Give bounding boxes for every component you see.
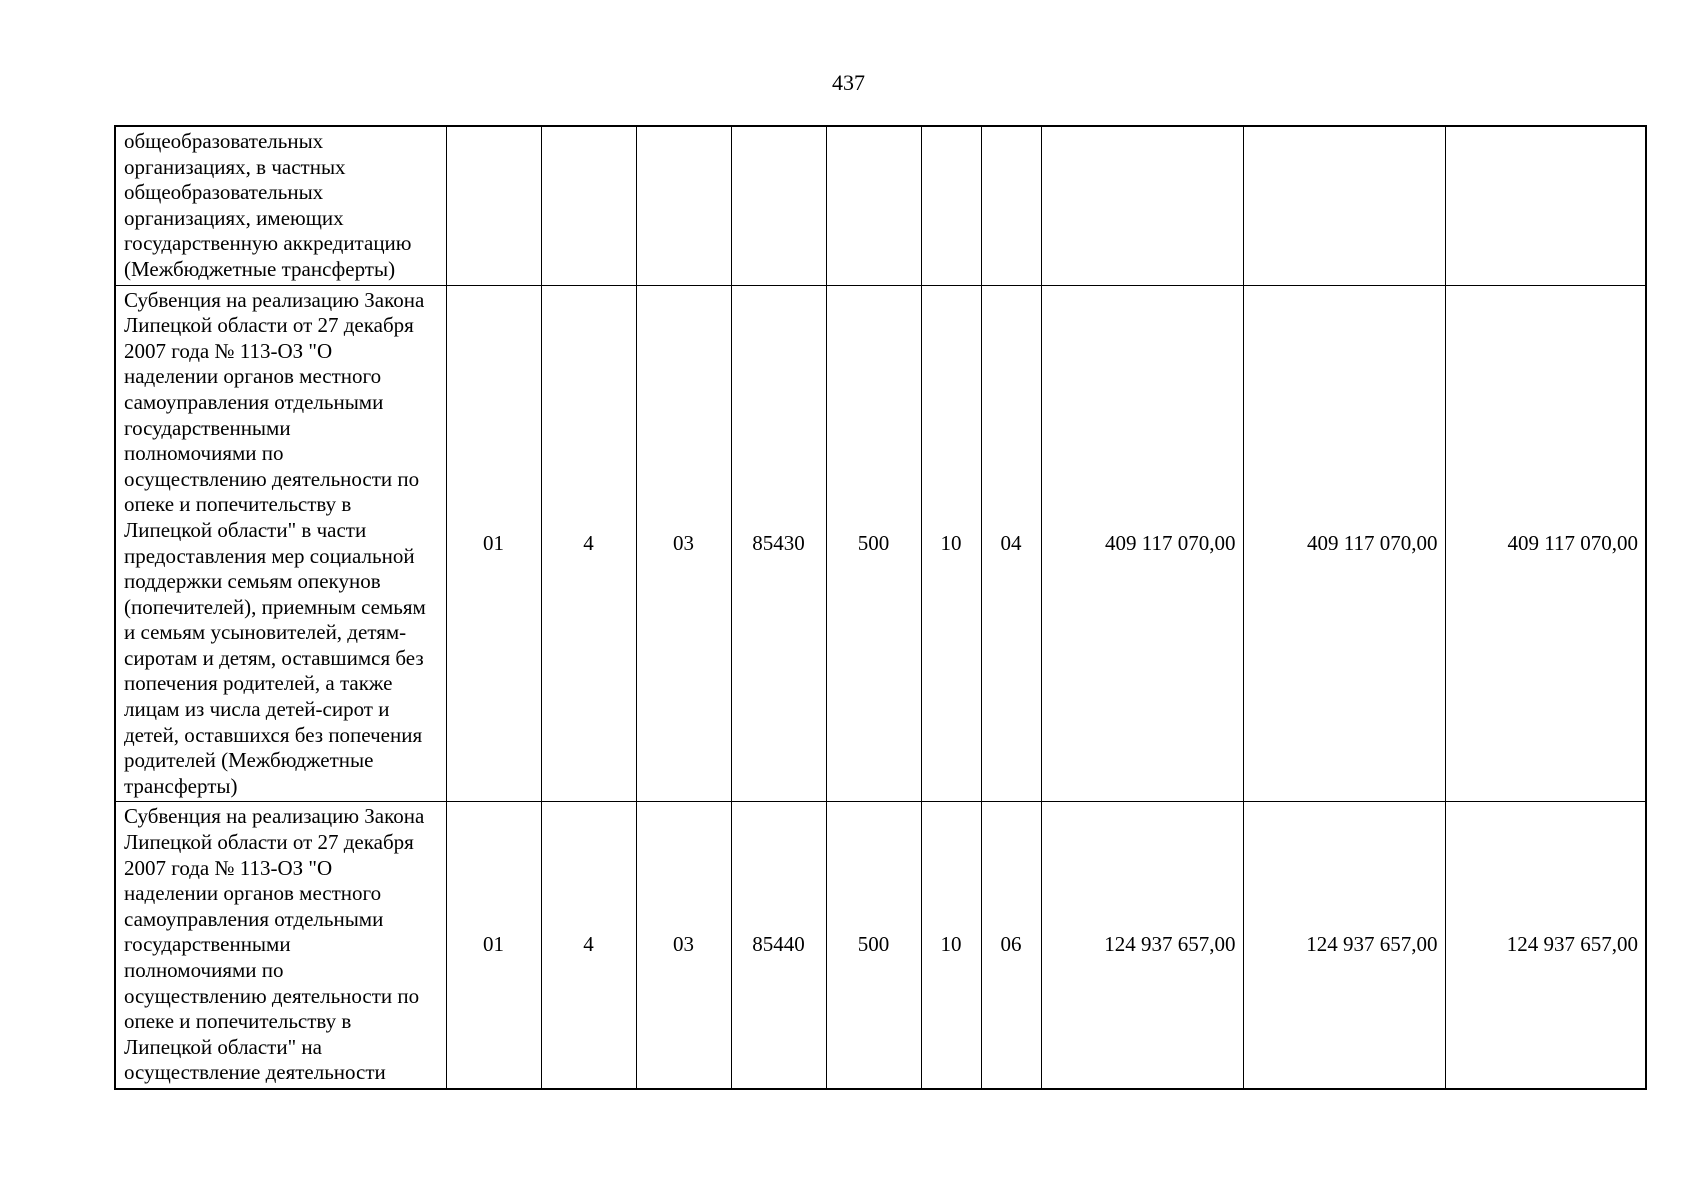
table-row: [115, 285, 1646, 802]
description-line: (попечителей), приемным семьям: [124, 594, 426, 619]
description-line: общеобразовательных: [124, 129, 324, 153]
row-description: [115, 285, 446, 802]
section-code-cell: [921, 126, 981, 285]
description-line: осуществление деятельности: [124, 1060, 386, 1085]
description-line: сиротам и детям, оставшимся без: [124, 645, 424, 670]
description-line: опеке и попечительству в: [124, 492, 352, 517]
amount-year-3-cell: 124 937 657,00: [1445, 802, 1646, 1089]
page-number: 437: [832, 70, 865, 95]
description-line: самоуправления отдельными: [124, 389, 384, 414]
description-line: государственную аккредитацию: [124, 231, 412, 256]
description-line: детей, оставшихся без попечения: [124, 722, 423, 747]
amount-year-1-cell: 409 117 070,00: [1041, 285, 1243, 802]
direction-code-cell: 85440: [731, 802, 826, 1089]
description-line: организациях, имеющих: [124, 205, 344, 230]
description-line: (Межбюджетные трансферты): [124, 256, 396, 281]
subsection-code-cell: [981, 126, 1041, 285]
description-line: наделении органов местного: [124, 364, 382, 389]
description-line: организациях, в частных: [124, 154, 346, 179]
amount-year-2-cell: 409 117 070,00: [1243, 285, 1445, 802]
amount-year-3-cell: [1445, 126, 1646, 285]
amount-year-2-cell: 124 937 657,00: [1243, 802, 1445, 1089]
program-code-cell: [446, 126, 541, 285]
amount-year-1-cell: [1041, 126, 1243, 285]
amount-year-2-cell: [1243, 126, 1445, 285]
description-line: Липецкой области от 27 декабря: [124, 830, 414, 855]
direction-code-cell: [731, 126, 826, 285]
description-line: поддержки семьям опекунов: [124, 569, 381, 594]
subsection-code-cell: 04: [981, 285, 1041, 802]
amount-year-1-cell: 124 937 657,00: [1041, 802, 1243, 1089]
subprogram-code-cell: 4: [541, 802, 636, 1089]
description-line: 2007 года № 113-ОЗ "О: [124, 855, 333, 880]
expense-type-code-cell: 500: [826, 802, 921, 1089]
main-activity-code-cell: 03: [636, 802, 731, 1089]
description-line: полномочиями по: [124, 958, 284, 982]
description-line: Липецкой области от 27 декабря: [124, 313, 414, 338]
row-description: [115, 126, 446, 285]
description-line: и семьям усыновителей, детям-: [124, 620, 407, 645]
description-line: Субвенция на реализацию Закона: [124, 287, 425, 312]
subsection-code-cell: 06: [981, 802, 1041, 1089]
description-line: Липецкой области" на: [124, 1034, 322, 1059]
description-line: опеке и попечительству в: [124, 1009, 352, 1034]
description-line: предоставления мер социальной: [124, 543, 415, 568]
description-line: трансферты): [124, 773, 238, 798]
description-line: полномочиями по: [124, 441, 284, 466]
description-line: осуществлению деятельности по: [124, 466, 420, 491]
main-activity-code-cell: 03: [636, 285, 731, 802]
subprogram-code-cell: [541, 126, 636, 285]
description-line: Липецкой области" в части: [124, 517, 367, 542]
budget-table: [114, 125, 1647, 1090]
expense-type-code-cell: [826, 126, 921, 285]
description-line: попечения родителей, а также: [124, 671, 393, 696]
description-line: наделении органов местного: [124, 881, 382, 906]
description-line: общеобразовательных: [124, 180, 324, 205]
program-code-cell: 01: [446, 802, 541, 1089]
table-row: [115, 126, 1646, 285]
row-description: [115, 802, 446, 1089]
section-code-cell: 10: [921, 285, 981, 802]
description-line: осуществлению деятельности по: [124, 983, 420, 1008]
section-code-cell: 10: [921, 802, 981, 1089]
description-line: государственными: [124, 415, 291, 440]
description-line: Субвенция на реализацию Закона: [124, 804, 425, 829]
main-activity-code-cell: [636, 126, 731, 285]
expense-type-code-cell: 500: [826, 285, 921, 802]
table-row: [115, 802, 1646, 1089]
description-line: государственными: [124, 932, 291, 957]
subprogram-code-cell: 4: [541, 285, 636, 802]
description-line: самоуправления отдельными: [124, 906, 384, 931]
direction-code-cell: 85430: [731, 285, 826, 802]
program-code-cell: 01: [446, 285, 541, 802]
description-line: родителей (Межбюджетные: [124, 748, 374, 773]
description-line: лицам из числа детей-сирот и: [124, 697, 390, 722]
amount-year-3-cell: 409 117 070,00: [1445, 285, 1646, 802]
description-line: 2007 года № 113-ОЗ "О: [124, 338, 333, 363]
